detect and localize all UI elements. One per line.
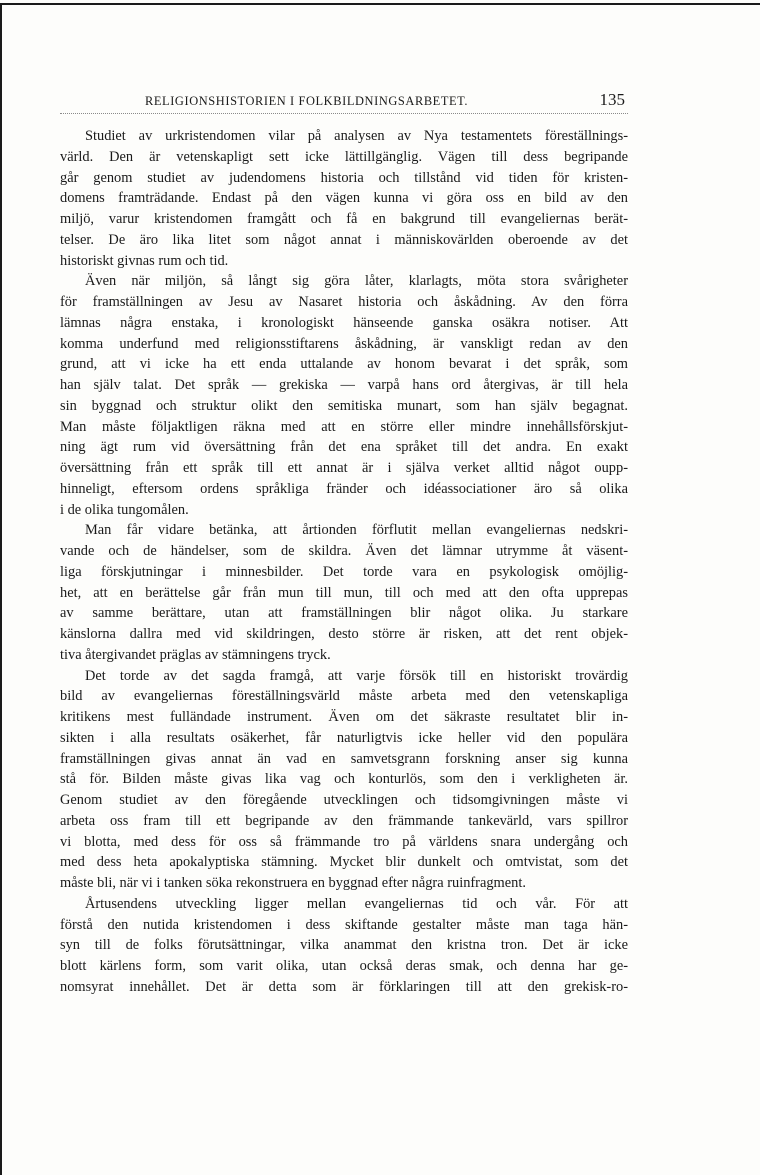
text-line: han själv talat. Det språk — grekiska — varpå hans ord återgivas, är till hela xyxy=(60,377,628,393)
text-line: förstå den nutida kristendomen i dess skiftande gestalter måste man taga hän- xyxy=(60,916,628,933)
text-line: kritikens mest fulländade instrument. Även om det säkraste resultatet blir in- xyxy=(60,709,628,725)
body-text xyxy=(60,126,628,998)
text-line: Man måste följaktligen räkna med att en större eller mindre innehållsförskjut- xyxy=(60,418,628,435)
page-number: 135 xyxy=(599,90,625,109)
header-rule xyxy=(60,113,628,114)
text-line: för framställningen av Jesu av Nasaret historia och åskådning. Av den förra xyxy=(60,294,628,310)
text-line: sin byggnad och struktur olikt den semitiska munart, som han själv begagnat. xyxy=(60,397,628,414)
text-line: nomsyrat innehållet. Det är detta som är förklaringen till att den grekisk-ro- xyxy=(60,978,628,995)
text-line: av samme berättare, utan att framställningen blir något olika. Ju starkare xyxy=(60,605,628,622)
text-line: i de olika tungomålen. xyxy=(60,501,189,518)
text-line: översättning från ett språk till ett annat är i själva verket alltid något oupp- xyxy=(60,460,628,476)
text-line: liga förskjutningar i minnesbilder. Det torde vara en psykologisk omöjlig- xyxy=(60,563,628,580)
text-line: Årtusendens utveckling ligger mellan evangeliernas tid och vår. För att xyxy=(85,895,628,912)
text-line: sikten i alla resultats osäkerhet, får naturligtvis icke heller vid den populära xyxy=(60,729,628,746)
text-line: het, att en berättelse går från mun till mun, till och med att den ofta upprepas xyxy=(60,584,628,601)
text-line: arbeta oss fram till ett begripande av den främmande tankevärld, vars spillror xyxy=(60,812,628,829)
text-line: framställningen givas annat än vad en samvetsgrann forskning anser sig kunna xyxy=(60,750,628,767)
text-line: ning ägt rum vid översättning från det ena språket till det andra. En exakt xyxy=(60,439,628,456)
text-line: Även när miljön, så långt sig göra låter, klarlagts, möta stora svårigheter xyxy=(85,273,628,290)
text-line: komma underfund med religionsstiftarens åskådning, är vanskligt redan av den xyxy=(60,335,628,352)
text-line: vi blotta, med dess för oss så främmande tro på världens snara undergång och xyxy=(60,833,628,850)
text-line: känslorna dallra med vid skildringen, desto större är risken, att det rent objek- xyxy=(60,626,628,642)
running-title: RELIGIONSHISTORIEN I FOLKBILDNINGSARBETET. xyxy=(145,94,469,108)
text-line: hinneligt, eftersom ordens språkliga fränder och idéassociationer äro så olika xyxy=(60,480,628,497)
text-line: miljö, varur kristendomen framgått och få en bakgrund till evangeliernas berät- xyxy=(60,211,628,227)
text-line: bild av evangeliernas föreställningsvärld måste arbeta med den vetenskapliga xyxy=(60,688,628,705)
text-line: blott kärlens form, som varit olika, utan också deras smak, och denna har ge- xyxy=(60,958,628,974)
text-line: Man får vidare betänka, att årtionden förflutit mellan evangeliernas nedskri- xyxy=(85,522,628,539)
scan-border-left xyxy=(0,3,2,1175)
text-line: historiskt givnas rum och tid. xyxy=(60,252,229,269)
text-line: värld. Den är vetenskapligt sett icke lättillgänglig. Vägen till dess begripande xyxy=(60,148,628,165)
text-line: telser. De äro lika litet som något annat i människovärlden oberoende av det xyxy=(60,231,628,248)
text-line: tiva återgivandet präglas av stämningens tryck. xyxy=(60,646,331,663)
text-line: domens framträdande. Endast på den vägen kunna vi göra oss en bild av den xyxy=(60,190,628,207)
text-line: vande och de händelser, som de skildra. Även det lämnar utrymme åt väsent- xyxy=(60,543,628,559)
text-line: Genom studiet av den föregående utvecklingen och tidsomgivningen måste vi xyxy=(60,792,628,808)
text-line: stå för. Bilden måste givas lika vag och konturlös, som den i verkligheten är. xyxy=(60,771,628,788)
page-header xyxy=(145,90,635,114)
text-line: går genom studiet av judendomens historia och tillstånd vid tiden för kristen- xyxy=(60,169,628,186)
text-line: måste bli, när vi i tanken söka rekonstruera en byggnad efter några ruinfragment. xyxy=(60,875,526,891)
text-line: syn till de folks förutsättningar, vilka anammat den kristna tron. Det är icke xyxy=(60,937,628,954)
text-line: Studiet av urkristendomen vilar på analysen av Nya testamentets föreställnings- xyxy=(85,128,628,144)
text-line: med dess heta apokalyptiska stämning. Mycket blir dunkelt och omtvistat, som det xyxy=(60,854,628,871)
text-line: Det torde av det sagda framgå, att varje försök till en historiskt trovärdig xyxy=(85,667,628,684)
scan-border-top xyxy=(0,3,760,5)
text-line: grund, att vi icke ha ett enda uttalande av honom bevarat i det språk, som xyxy=(60,356,628,373)
text-line: lämnas några enstaka, i kronologiskt hänseende ganska osäkra notiser. Att xyxy=(60,314,628,331)
